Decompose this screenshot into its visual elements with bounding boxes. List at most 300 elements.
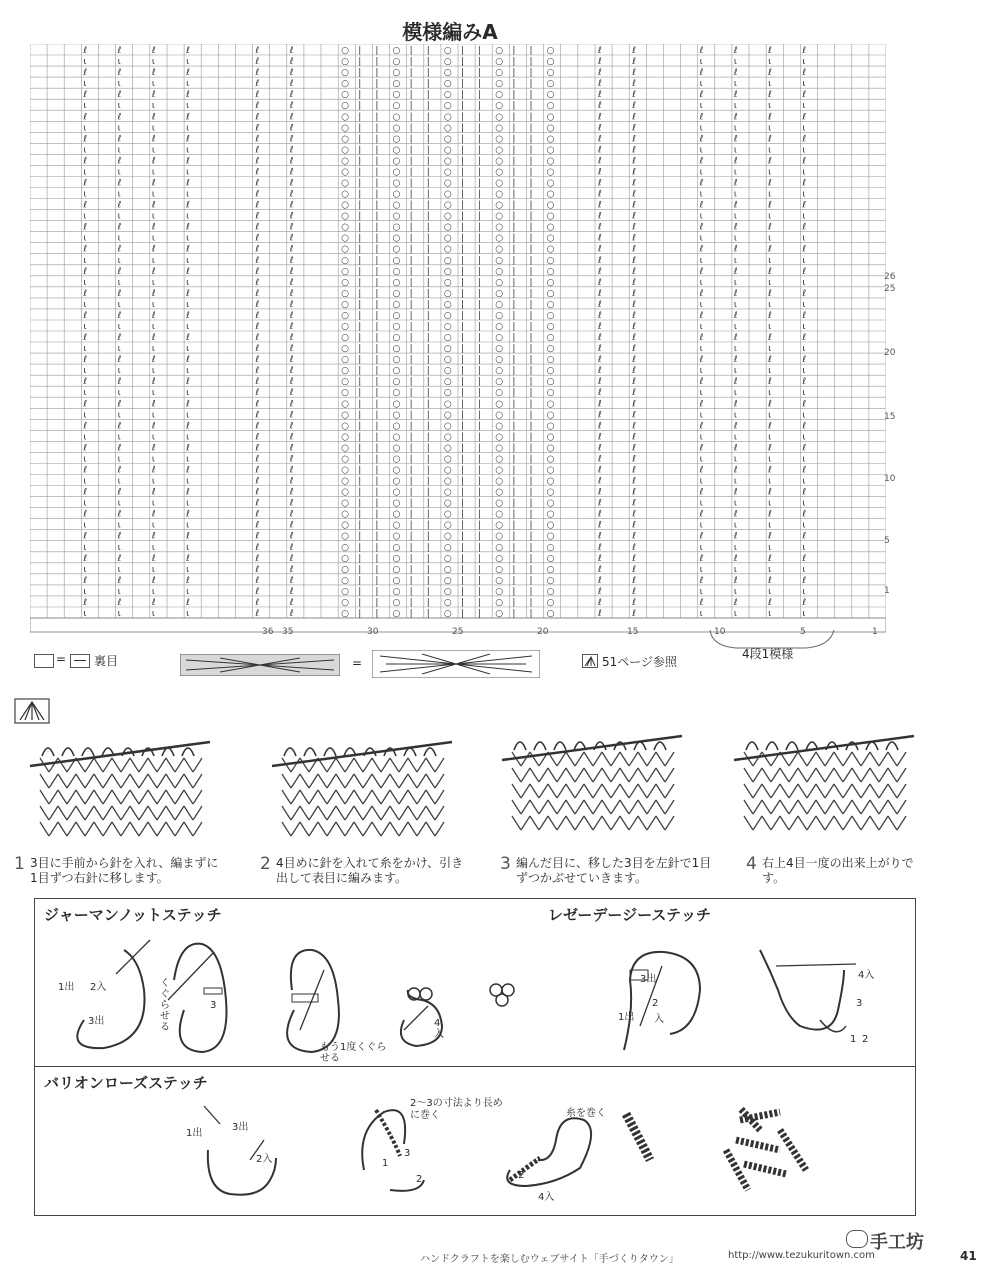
svg-text:○: ○ — [443, 123, 452, 134]
br-label-3out: 3出 — [232, 1122, 249, 1133]
svg-text:ɩ: ɩ — [699, 255, 703, 266]
svg-text:ℓ: ℓ — [255, 333, 260, 344]
svg-text:ℓ: ℓ — [733, 487, 738, 498]
footer-site-text: ハンドクラフトを楽しむウェブサイト「手づくりタウン」 — [420, 1254, 679, 1265]
svg-text:|: | — [478, 487, 482, 498]
svg-text:|: | — [375, 609, 379, 619]
svg-text:○: ○ — [443, 178, 452, 189]
svg-text:|: | — [426, 333, 430, 344]
svg-text:|: | — [512, 487, 516, 498]
svg-text:ℓ: ℓ — [699, 509, 704, 520]
svg-text:ℓ: ℓ — [597, 277, 602, 288]
svg-text:|: | — [426, 553, 430, 564]
svg-text:ℓ: ℓ — [597, 244, 602, 255]
svg-text:|: | — [529, 498, 533, 509]
svg-text:|: | — [461, 410, 465, 421]
svg-text:○: ○ — [495, 288, 504, 299]
svg-text:○: ○ — [443, 167, 452, 178]
svg-text:|: | — [478, 498, 482, 509]
svg-text:ℓ: ℓ — [151, 266, 156, 277]
svg-text:ℓ: ℓ — [632, 310, 636, 321]
svg-text:|: | — [512, 310, 516, 321]
svg-text:|: | — [375, 167, 379, 178]
col-label-35: 35 — [282, 627, 294, 637]
svg-text:|: | — [461, 542, 465, 553]
svg-text:ℓ: ℓ — [632, 355, 636, 366]
svg-text:○: ○ — [341, 222, 350, 233]
svg-text:ɩ: ɩ — [768, 344, 772, 355]
svg-text:ℓ: ℓ — [255, 322, 260, 332]
svg-text:ℓ: ℓ — [597, 322, 602, 332]
svg-text:|: | — [358, 399, 362, 410]
svg-text:|: | — [478, 542, 482, 553]
svg-text:○: ○ — [443, 211, 452, 222]
svg-text:ℓ: ℓ — [597, 266, 602, 277]
svg-text:|: | — [426, 410, 430, 421]
svg-text:○: ○ — [341, 57, 350, 68]
svg-text:|: | — [358, 322, 362, 332]
svg-text:○: ○ — [495, 531, 504, 542]
svg-text:ℓ: ℓ — [255, 156, 260, 167]
svg-text:○: ○ — [341, 123, 350, 134]
svg-text:ℓ: ℓ — [186, 443, 190, 454]
svg-text:ℓ: ℓ — [186, 575, 190, 586]
svg-text:ɩ: ɩ — [733, 609, 737, 619]
legend-purl-square — [70, 654, 90, 668]
svg-text:|: | — [375, 68, 379, 79]
svg-text:|: | — [409, 123, 413, 134]
svg-text:ɩ: ɩ — [151, 189, 155, 200]
svg-text:ℓ: ℓ — [255, 299, 260, 310]
svg-text:|: | — [461, 189, 465, 200]
svg-text:|: | — [461, 609, 465, 619]
svg-text:○: ○ — [443, 531, 452, 542]
svg-text:ℓ: ℓ — [733, 134, 738, 145]
svg-text:|: | — [358, 520, 362, 531]
svg-text:|: | — [461, 266, 465, 277]
svg-text:|: | — [512, 189, 516, 200]
svg-text:ℓ: ℓ — [255, 531, 260, 542]
svg-text:ℓ: ℓ — [597, 57, 602, 68]
svg-text:ℓ: ℓ — [289, 189, 294, 200]
svg-text:ℓ: ℓ — [255, 200, 260, 211]
svg-text:○: ○ — [443, 575, 452, 586]
svg-text:ℓ: ℓ — [699, 68, 704, 79]
svg-text:ɩ: ɩ — [186, 366, 190, 377]
svg-text:|: | — [426, 322, 430, 332]
svg-text:○: ○ — [392, 211, 401, 222]
svg-text:ɩ: ɩ — [733, 410, 737, 421]
svg-text:|: | — [529, 575, 533, 586]
svg-text:ɩ: ɩ — [117, 299, 121, 310]
svg-text:ℓ: ℓ — [597, 211, 602, 222]
svg-text:○: ○ — [546, 366, 555, 377]
svg-text:ɩ: ɩ — [186, 322, 190, 332]
svg-text:|: | — [375, 244, 379, 255]
svg-text:ℓ: ℓ — [289, 310, 294, 321]
svg-text:○: ○ — [341, 333, 350, 344]
svg-text:|: | — [358, 266, 362, 277]
svg-text:○: ○ — [546, 520, 555, 531]
svg-text:○: ○ — [443, 288, 452, 299]
svg-text:ℓ: ℓ — [802, 575, 807, 586]
svg-text:ℓ: ℓ — [632, 255, 636, 266]
svg-text:|: | — [478, 443, 482, 454]
step2-number: 2 — [260, 854, 271, 874]
svg-text:○: ○ — [443, 454, 452, 465]
svg-text:○: ○ — [443, 156, 452, 167]
svg-text:ℓ: ℓ — [186, 68, 190, 79]
svg-text:ℓ: ℓ — [289, 344, 294, 355]
svg-text:|: | — [529, 211, 533, 222]
svg-text:ℓ: ℓ — [733, 509, 738, 520]
svg-text:ℓ: ℓ — [289, 57, 294, 68]
svg-text:ℓ: ℓ — [597, 575, 602, 586]
svg-text:○: ○ — [443, 355, 452, 366]
svg-text:ℓ: ℓ — [597, 476, 602, 487]
svg-text:ℓ: ℓ — [699, 355, 704, 366]
svg-text:|: | — [529, 432, 533, 443]
svg-text:○: ○ — [341, 189, 350, 200]
svg-text:|: | — [529, 597, 533, 608]
svg-text:○: ○ — [392, 399, 401, 410]
svg-text:|: | — [529, 564, 533, 575]
svg-text:|: | — [426, 233, 430, 244]
svg-text:ℓ: ℓ — [117, 333, 122, 344]
svg-text:|: | — [461, 211, 465, 222]
svg-text:ℓ: ℓ — [83, 377, 88, 388]
svg-text:ℓ: ℓ — [186, 509, 190, 520]
svg-text:ℓ: ℓ — [632, 520, 636, 531]
svg-text:|: | — [512, 123, 516, 134]
svg-text:|: | — [375, 322, 379, 332]
svg-text:|: | — [461, 443, 465, 454]
svg-text:ℓ: ℓ — [255, 586, 260, 597]
svg-text:|: | — [358, 299, 362, 310]
svg-text:○: ○ — [341, 266, 350, 277]
svg-text:|: | — [461, 454, 465, 465]
svg-text:|: | — [375, 189, 379, 200]
svg-text:ɩ: ɩ — [83, 123, 87, 134]
svg-text:|: | — [512, 399, 516, 410]
svg-text:|: | — [478, 322, 482, 332]
svg-text:ℓ: ℓ — [632, 90, 636, 101]
svg-text:|: | — [461, 399, 465, 410]
svg-text:○: ○ — [495, 421, 504, 432]
svg-text:ℓ: ℓ — [255, 454, 260, 465]
svg-text:ℓ: ℓ — [289, 46, 294, 57]
svg-text:○: ○ — [392, 454, 401, 465]
svg-text:|: | — [512, 79, 516, 90]
svg-text:ℓ: ℓ — [117, 46, 122, 57]
svg-text:ɩ: ɩ — [83, 609, 87, 619]
svg-text:|: | — [529, 410, 533, 421]
svg-text:ɩ: ɩ — [699, 520, 703, 531]
svg-text:ℓ: ℓ — [83, 244, 88, 255]
svg-text:|: | — [409, 90, 413, 101]
svg-text:|: | — [529, 57, 533, 68]
svg-text:ℓ: ℓ — [289, 410, 294, 421]
svg-text:|: | — [512, 575, 516, 586]
svg-text:|: | — [478, 399, 482, 410]
svg-text:ℓ: ℓ — [83, 288, 88, 299]
svg-text:|: | — [478, 355, 482, 366]
svg-text:|: | — [478, 586, 482, 597]
svg-text:ℓ: ℓ — [733, 333, 738, 344]
svg-text:ℓ: ℓ — [597, 123, 602, 134]
svg-text:○: ○ — [495, 299, 504, 310]
svg-text:ℓ: ℓ — [699, 443, 704, 454]
svg-text:ℓ: ℓ — [255, 410, 260, 421]
svg-text:○: ○ — [392, 355, 401, 366]
svg-text:○: ○ — [392, 465, 401, 476]
svg-text:|: | — [375, 266, 379, 277]
svg-text:|: | — [375, 200, 379, 211]
svg-text:ℓ: ℓ — [83, 421, 88, 432]
svg-text:ℓ: ℓ — [768, 156, 772, 167]
svg-text:ɩ: ɩ — [186, 189, 190, 200]
svg-text:|: | — [478, 101, 482, 112]
svg-text:ℓ: ℓ — [255, 123, 260, 134]
ld-label-4in: 4入 — [858, 970, 875, 981]
svg-text:ℓ: ℓ — [117, 553, 122, 564]
svg-text:|: | — [426, 266, 430, 277]
svg-text:ɩ: ɩ — [186, 586, 190, 597]
svg-text:ɩ: ɩ — [768, 410, 772, 421]
svg-text:|: | — [478, 222, 482, 233]
svg-text:ɩ: ɩ — [699, 388, 703, 399]
svg-text:ɩ: ɩ — [699, 277, 703, 288]
svg-text:ɩ: ɩ — [186, 255, 190, 266]
svg-text:ℓ: ℓ — [289, 266, 294, 277]
svg-text:ℓ: ℓ — [699, 399, 704, 410]
svg-text:|: | — [529, 388, 533, 399]
svg-text:ɩ: ɩ — [699, 454, 703, 465]
svg-text:ℓ: ℓ — [289, 222, 294, 233]
svg-text:|: | — [375, 156, 379, 167]
svg-text:|: | — [478, 79, 482, 90]
svg-text:ℓ: ℓ — [83, 465, 88, 476]
svg-text:|: | — [529, 145, 533, 156]
svg-text:○: ○ — [546, 421, 555, 432]
svg-text:|: | — [529, 222, 533, 233]
svg-text:|: | — [512, 542, 516, 553]
svg-text:|: | — [426, 299, 430, 310]
svg-text:ɩ: ɩ — [699, 564, 703, 575]
svg-text:○: ○ — [392, 542, 401, 553]
svg-text:ℓ: ℓ — [289, 388, 294, 399]
ld-label-3: 3 — [856, 998, 863, 1009]
svg-text:ℓ: ℓ — [186, 310, 190, 321]
svg-text:|: | — [409, 178, 413, 189]
svg-text:○: ○ — [443, 189, 452, 200]
svg-text:ɩ: ɩ — [151, 454, 155, 465]
svg-text:|: | — [375, 542, 379, 553]
svg-text:|: | — [461, 322, 465, 332]
svg-text:ℓ: ℓ — [289, 366, 294, 377]
step3-text: 編んだ目に、移した3目を左針で1目ずつかぶせていきます。 — [516, 856, 712, 885]
col-label-20: 20 — [537, 627, 549, 637]
svg-text:ℓ: ℓ — [768, 222, 772, 233]
watermark: 手工坊 — [870, 1232, 924, 1253]
svg-text:○: ○ — [546, 255, 555, 266]
svg-text:○: ○ — [443, 443, 452, 454]
svg-text:ℓ: ℓ — [255, 90, 260, 101]
svg-text:|: | — [409, 388, 413, 399]
svg-text:ℓ: ℓ — [255, 553, 260, 564]
svg-text:|: | — [529, 553, 533, 564]
svg-text:ℓ: ℓ — [632, 112, 636, 123]
svg-text:ℓ: ℓ — [255, 476, 260, 487]
br-label-2: 2 — [416, 1174, 423, 1185]
svg-text:ɩ: ɩ — [768, 167, 772, 178]
svg-text:○: ○ — [495, 609, 504, 619]
svg-text:ɩ: ɩ — [699, 432, 703, 443]
svg-text:○: ○ — [546, 443, 555, 454]
svg-text:|: | — [358, 156, 362, 167]
svg-text:|: | — [529, 366, 533, 377]
svg-text:○: ○ — [443, 597, 452, 608]
svg-text:|: | — [375, 222, 379, 233]
svg-text:|: | — [426, 57, 430, 68]
svg-text:○: ○ — [495, 399, 504, 410]
svg-text:|: | — [358, 112, 362, 123]
svg-text:ℓ: ℓ — [117, 288, 122, 299]
svg-text:|: | — [461, 310, 465, 321]
svg-text:ℓ: ℓ — [699, 112, 704, 123]
svg-text:ℓ: ℓ — [117, 399, 122, 410]
svg-text:○: ○ — [443, 145, 452, 156]
svg-text:ℓ: ℓ — [597, 410, 602, 421]
svg-text:|: | — [461, 134, 465, 145]
svg-text:○: ○ — [443, 57, 452, 68]
svg-text:ℓ: ℓ — [699, 465, 704, 476]
svg-text:ɩ: ɩ — [802, 454, 806, 465]
svg-text:○: ○ — [443, 377, 452, 388]
svg-text:|: | — [358, 344, 362, 355]
svg-text:ℓ: ℓ — [632, 189, 636, 200]
row-label-5: 5 — [884, 536, 890, 546]
svg-text:|: | — [461, 244, 465, 255]
svg-text:ℓ: ℓ — [186, 112, 190, 123]
svg-text:ℓ: ℓ — [632, 609, 636, 619]
legend-cable-gray — [180, 654, 340, 676]
svg-text:ℓ: ℓ — [289, 288, 294, 299]
svg-text:ɩ: ɩ — [699, 344, 703, 355]
svg-text:|: | — [461, 575, 465, 586]
svg-text:ℓ: ℓ — [733, 355, 738, 366]
svg-text:ɩ: ɩ — [699, 57, 703, 68]
svg-text:○: ○ — [392, 498, 401, 509]
svg-text:ℓ: ℓ — [632, 388, 636, 399]
svg-text:ℓ: ℓ — [632, 134, 636, 145]
svg-text:|: | — [529, 112, 533, 123]
german-knot-title: ジャーマンノットステッチ — [44, 906, 222, 924]
svg-text:ℓ: ℓ — [802, 509, 807, 520]
svg-text:ℓ: ℓ — [733, 112, 738, 123]
svg-text:○: ○ — [392, 68, 401, 79]
svg-text:|: | — [409, 498, 413, 509]
svg-text:ℓ: ℓ — [289, 487, 294, 498]
footer-url[interactable]: http://www.tezukuritown.com — [728, 1250, 875, 1261]
svg-text:|: | — [461, 498, 465, 509]
svg-text:|: | — [375, 443, 379, 454]
svg-text:ℓ: ℓ — [83, 509, 88, 520]
svg-text:|: | — [461, 255, 465, 266]
svg-text:○: ○ — [443, 255, 452, 266]
svg-text:ɩ: ɩ — [83, 454, 87, 465]
svg-text:ℓ: ℓ — [632, 46, 636, 57]
svg-text:ℓ: ℓ — [768, 333, 772, 344]
legend-equals-1: = — [56, 652, 67, 666]
svg-text:ℓ: ℓ — [597, 112, 602, 123]
ld-label-1: 1 — [850, 1034, 857, 1045]
svg-text:○: ○ — [546, 531, 555, 542]
svg-text:|: | — [358, 134, 362, 145]
svg-text:|: | — [409, 355, 413, 366]
svg-text:ℓ: ℓ — [289, 531, 294, 542]
svg-text:ℓ: ℓ — [597, 597, 602, 608]
svg-text:ɩ: ɩ — [733, 167, 737, 178]
svg-text:○: ○ — [495, 476, 504, 487]
svg-text:ℓ: ℓ — [186, 178, 190, 189]
svg-text:|: | — [461, 79, 465, 90]
svg-text:○: ○ — [546, 222, 555, 233]
svg-text:|: | — [358, 531, 362, 542]
svg-text:ℓ: ℓ — [151, 244, 156, 255]
svg-text:|: | — [358, 79, 362, 90]
svg-text:ℓ: ℓ — [289, 586, 294, 597]
svg-text:ɩ: ɩ — [733, 189, 737, 200]
svg-text:○: ○ — [546, 564, 555, 575]
svg-text:|: | — [461, 586, 465, 597]
svg-text:|: | — [375, 46, 379, 57]
svg-text:ℓ: ℓ — [83, 487, 88, 498]
svg-text:ℓ: ℓ — [83, 553, 88, 564]
gk-label-4in: 4入 — [434, 1018, 444, 1040]
stitch-box-divider — [34, 1066, 916, 1067]
svg-text:|: | — [426, 90, 430, 101]
svg-text:ℓ: ℓ — [83, 443, 88, 454]
svg-text:ℓ: ℓ — [83, 333, 88, 344]
svg-text:ℓ: ℓ — [255, 366, 260, 377]
svg-text:ℓ: ℓ — [186, 90, 190, 101]
svg-text:○: ○ — [495, 79, 504, 90]
svg-text:ɩ: ɩ — [117, 101, 121, 112]
svg-text:○: ○ — [443, 542, 452, 553]
svg-text:|: | — [529, 90, 533, 101]
svg-text:ɩ: ɩ — [186, 79, 190, 90]
svg-text:ℓ: ℓ — [768, 178, 772, 189]
svg-text:|: | — [426, 68, 430, 79]
svg-text:ℓ: ℓ — [289, 421, 294, 432]
svg-text:○: ○ — [392, 299, 401, 310]
svg-text:ɩ: ɩ — [151, 344, 155, 355]
svg-text:|: | — [409, 244, 413, 255]
svg-text:ℓ: ℓ — [289, 377, 294, 388]
svg-text:ɩ: ɩ — [802, 145, 806, 156]
row-label-15: 15 — [884, 412, 896, 422]
svg-text:○: ○ — [341, 145, 350, 156]
svg-text:ɩ: ɩ — [117, 233, 121, 244]
svg-text:○: ○ — [341, 79, 350, 90]
svg-text:ℓ: ℓ — [255, 68, 260, 79]
svg-text:ℓ: ℓ — [255, 57, 260, 68]
svg-text:○: ○ — [495, 200, 504, 211]
svg-text:ℓ: ℓ — [597, 564, 602, 575]
svg-text:ℓ: ℓ — [597, 542, 602, 553]
svg-text:ℓ: ℓ — [699, 487, 704, 498]
